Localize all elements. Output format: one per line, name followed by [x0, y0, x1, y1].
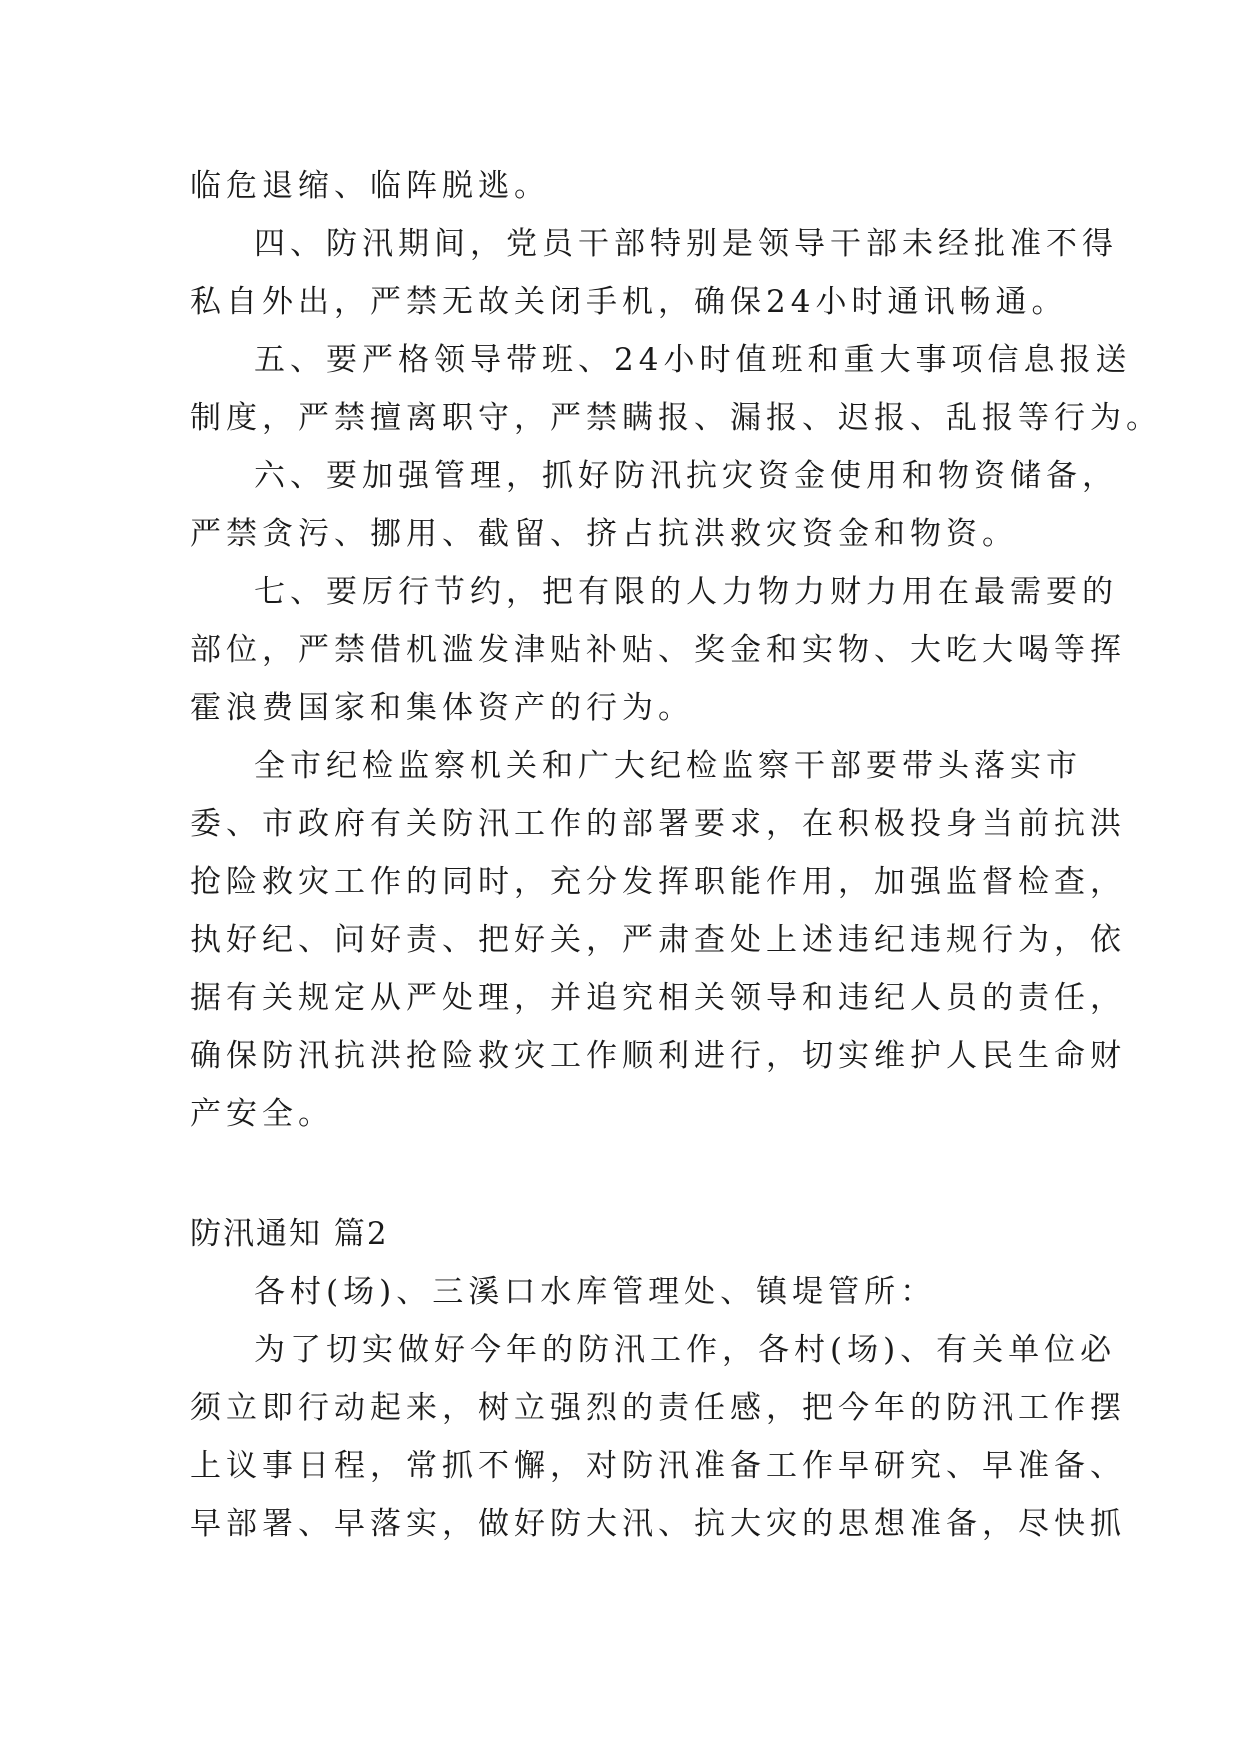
item-6-line-1: 六、要加强管理，抓好防汛抗灾资金使用和物资储备，: [254, 458, 1118, 494]
closing-line-3: 抢险救灾工作的同时，充分发挥职能作用，加强监督检查，: [190, 864, 1126, 900]
item-4-line-1: 四、防汛期间，党员干部特别是领导干部未经批准不得: [254, 226, 1118, 262]
closing-line-4: 执好纪、问好责、把好关，严肃查处上述违纪违规行为，依: [190, 922, 1126, 958]
item-7-line-3: 霍浪费国家和集体资产的行为。: [190, 690, 694, 726]
body-line-2: 须立即行动起来，树立强烈的责任感，把今年的防汛工作摆: [190, 1390, 1126, 1426]
item-5-line-2: 制度，严禁擅离职守，严禁瞒报、漏报、迟报、乱报等行为。: [190, 400, 1162, 436]
body-line-4: 早部署、早落实，做好防大汛、抗大灾的思想准备，尽快抓: [190, 1506, 1126, 1542]
item-5-line-1: 五、要严格领导带班、24小时值班和重大事项信息报送: [254, 342, 1132, 378]
closing-line-7: 产安全。: [190, 1096, 334, 1132]
closing-line-1: 全市纪检监察机关和广大纪检监察干部要带头落实市: [254, 748, 1082, 784]
closing-line-2: 委、市政府有关防汛工作的部署要求，在积极投身当前抗洪: [190, 806, 1126, 842]
item-4-line-2: 私自外出，严禁无故关闭手机，确保24小时通讯畅通。: [190, 284, 1068, 320]
section-heading: 防汛通知 篇2: [190, 1216, 389, 1252]
item-6-line-2: 严禁贪污、挪用、截留、挤占抗洪救灾资金和物资。: [190, 516, 1018, 552]
closing-line-5: 据有关规定从严处理，并追究相关领导和违纪人员的责任，: [190, 980, 1126, 1016]
salutation: 各村(场)、三溪口水库管理处、镇堤管所：: [254, 1274, 937, 1310]
body-line-3: 上议事日程，常抓不懈，对防汛准备工作早研究、早准备、: [190, 1448, 1126, 1484]
item-7-line-1: 七、要厉行节约，把有限的人力物力财力用在最需要的: [254, 574, 1118, 610]
item-7-line-2: 部位，严禁借机滥发津贴补贴、奖金和实物、大吃大喝等挥: [190, 632, 1126, 668]
closing-line-6: 确保防汛抗洪抢险救灾工作顺利进行，切实维护人民生命财: [190, 1038, 1126, 1074]
text-line: 临危退缩、临阵脱逃。: [190, 168, 550, 204]
body-line-1: 为了切实做好今年的防汛工作，各村(场)、有关单位必: [254, 1332, 1117, 1368]
